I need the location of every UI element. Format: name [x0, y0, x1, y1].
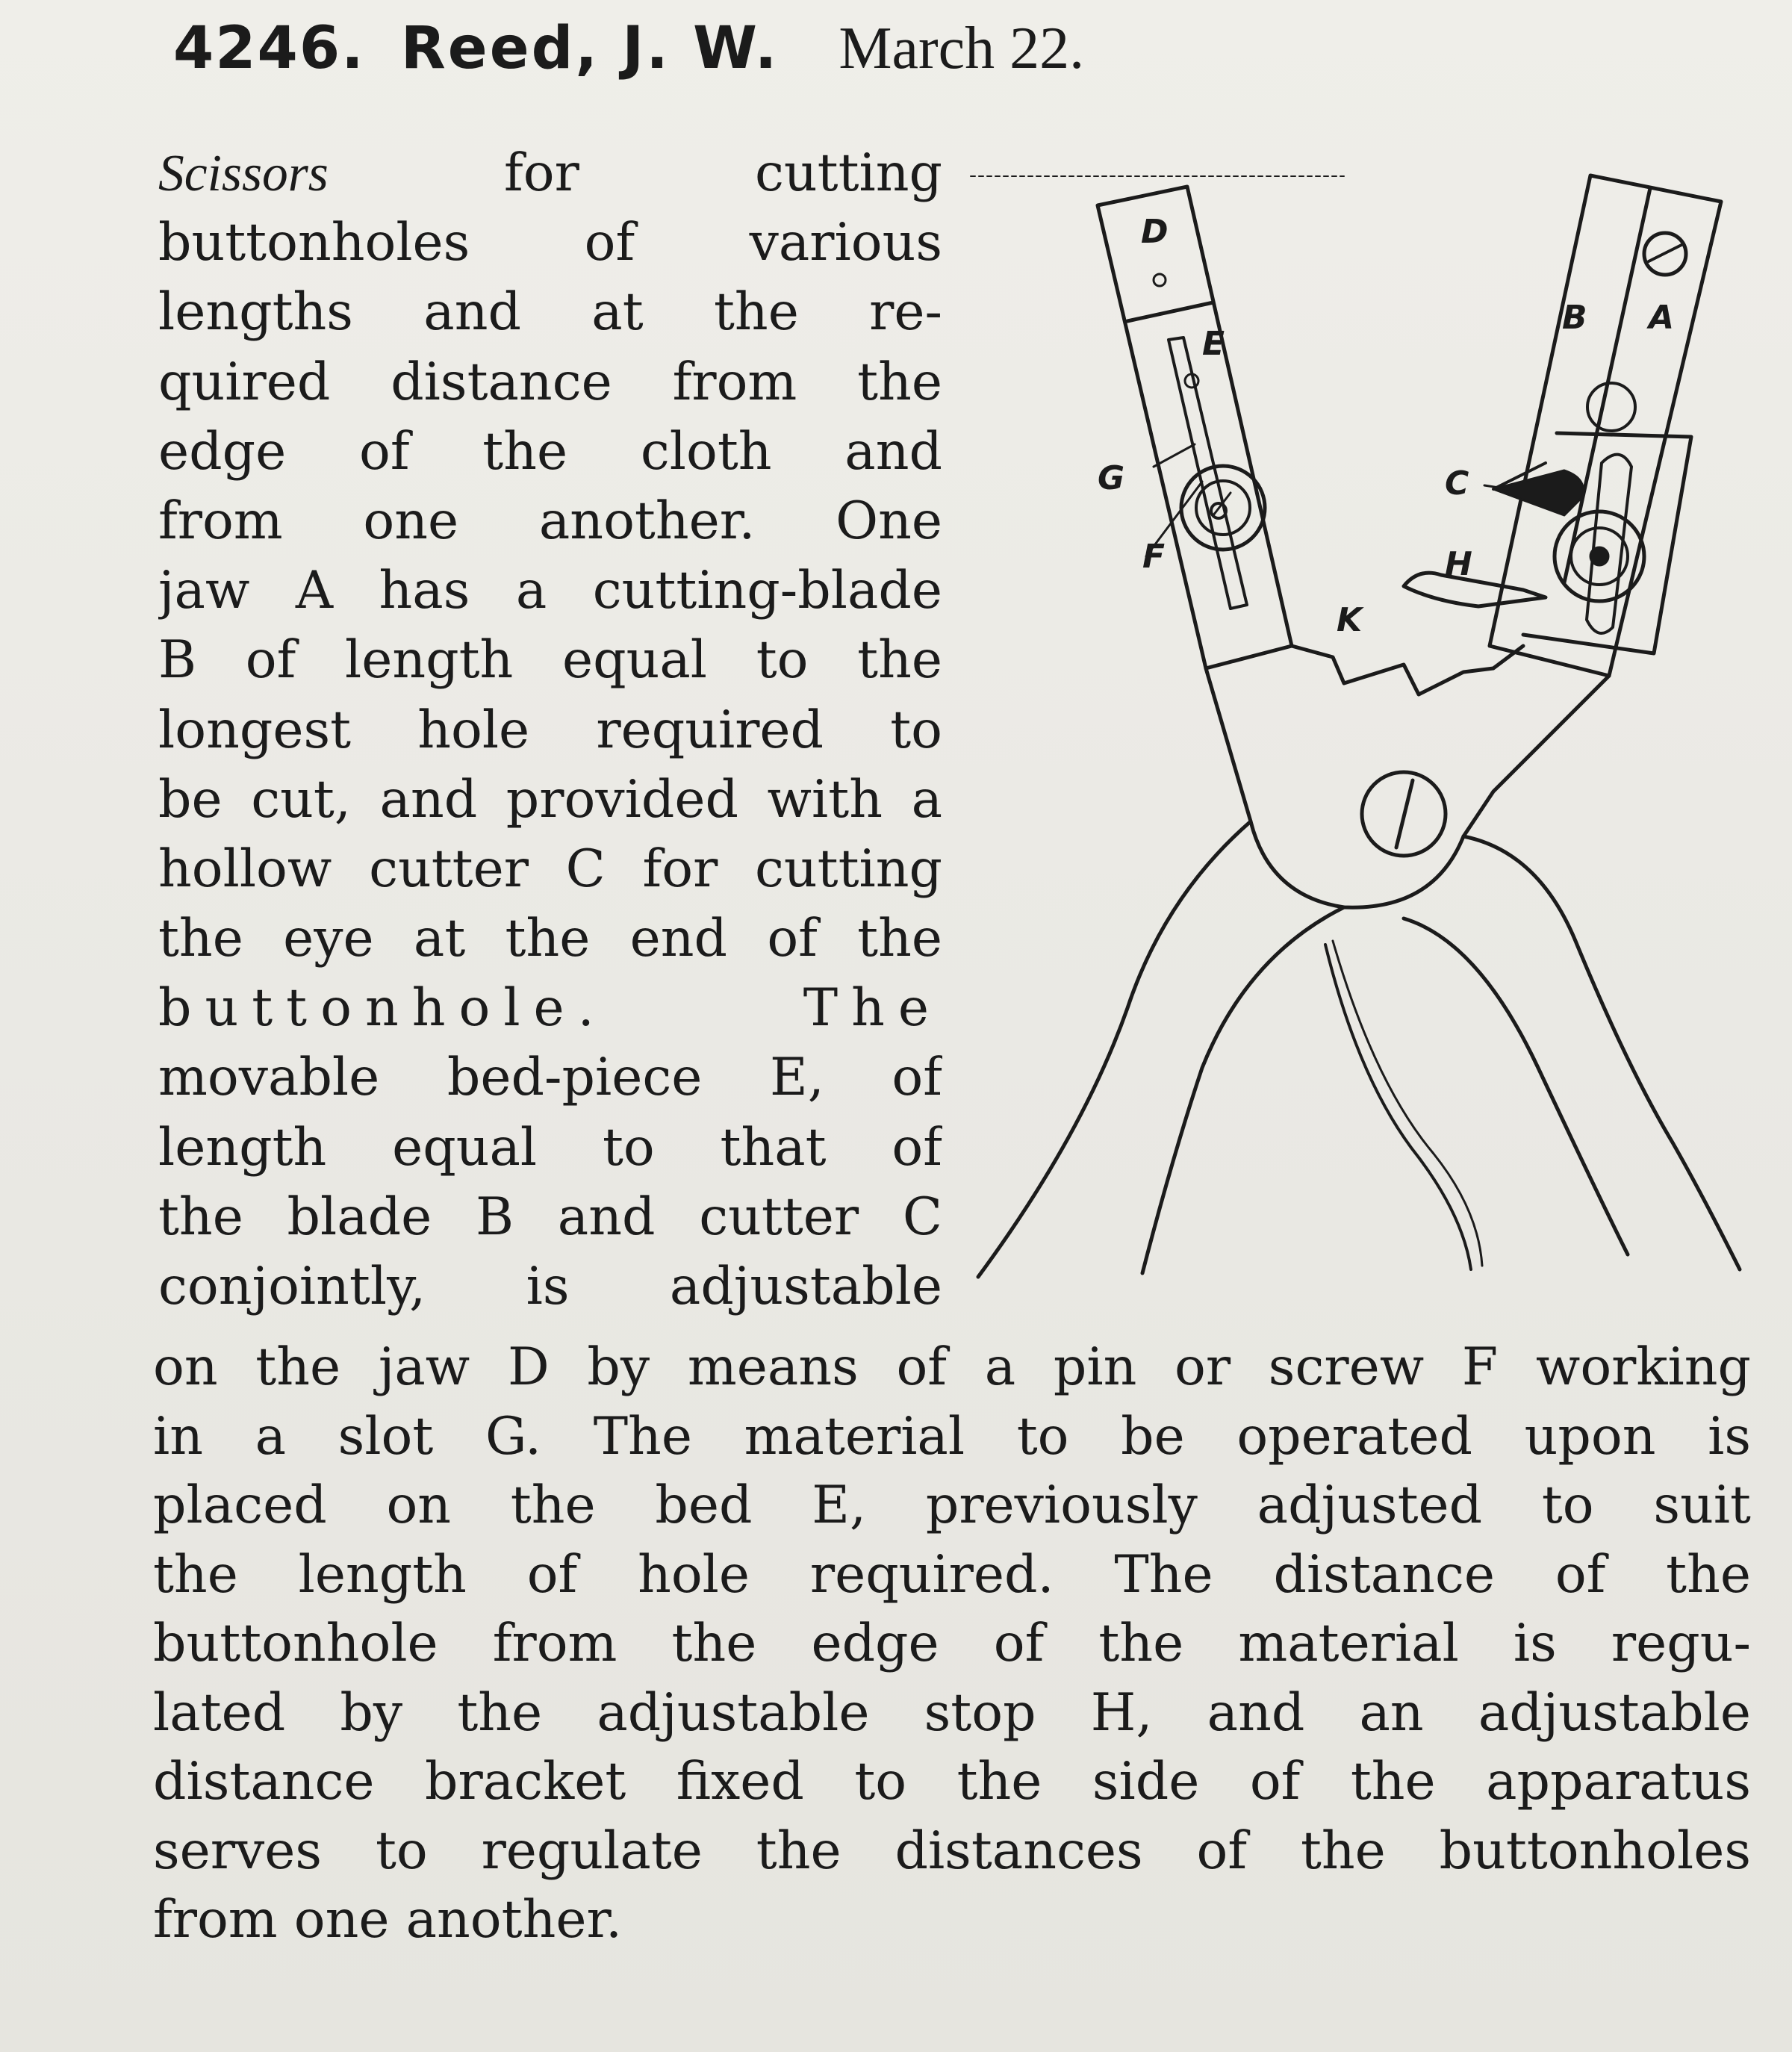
italic-term: Scissors — [158, 145, 329, 202]
text-line: the length of hole required. The distance of the — [153, 1543, 1751, 1605]
text-line: hollow cutter C for cutting — [158, 838, 942, 899]
entry-heading — [173, 15, 1084, 97]
label-a: A — [1649, 299, 1675, 337]
text-line: buttonhole. The — [158, 977, 942, 1039]
text-line: from one another. One — [158, 490, 942, 551]
label-h: H — [1445, 545, 1472, 583]
jaw-d — [1098, 187, 1292, 668]
text-line: Scissors for cutting — [158, 143, 942, 203]
text-line: in a slot G. The material to be operated upon is — [153, 1405, 1751, 1467]
label-f: F — [1142, 538, 1166, 576]
text-line: jaw A has a cutting-blade — [158, 560, 942, 621]
label-k: K — [1337, 601, 1363, 639]
text-line: the blade B and cutter C — [158, 1186, 942, 1247]
text-line: from one another. — [153, 1889, 623, 1950]
text-line: distance bracket fixed to the side of the apparatus — [153, 1751, 1751, 1812]
text-line: be cut, and provided with a — [158, 768, 942, 830]
text-line: buttonholes of various — [158, 212, 942, 273]
entry-date: March 22. — [839, 16, 1085, 81]
text-line: longest hole required to — [158, 699, 942, 760]
text-line: lated by the adjustable stop H, and an adjustable — [153, 1682, 1751, 1743]
text-line: edge of the cloth and — [158, 420, 942, 482]
text-line: lengths and at the re- — [158, 282, 942, 343]
text-line: movable bed-piece E, of — [158, 1047, 942, 1108]
stop-h — [1404, 573, 1546, 606]
text-line: quired distance from the — [158, 351, 942, 412]
full-width-text — [153, 1333, 1751, 1955]
label-b: B — [1562, 299, 1587, 337]
text-line: B of length equal to the — [158, 629, 942, 691]
label-g: G — [1098, 459, 1125, 497]
text-line: buttonhole from the edge of the material is regu- — [153, 1613, 1751, 1673]
text-line: on the jaw D by means of a pin or screw F working — [153, 1337, 1751, 1397]
label-d: D — [1141, 213, 1169, 251]
text-line: placed on the bed E, previously adjusted to suit — [153, 1475, 1751, 1535]
entry-number: 4246. — [173, 15, 365, 82]
text-line: serves to regulate the distances of the buttonholes — [153, 1820, 1751, 1881]
label-e: E — [1202, 325, 1225, 363]
hollow-cutter-c — [1493, 470, 1584, 515]
label-c: C — [1445, 464, 1469, 503]
inventor-name: Reed, J. W. — [400, 15, 780, 82]
text-line: the eye at the end of the — [158, 908, 942, 969]
scissors-illustration — [956, 149, 1762, 1314]
column-text — [158, 138, 942, 1321]
text-line: conjointly, is adjustable — [158, 1256, 942, 1316]
text-line: length equal to that of — [158, 1116, 942, 1178]
